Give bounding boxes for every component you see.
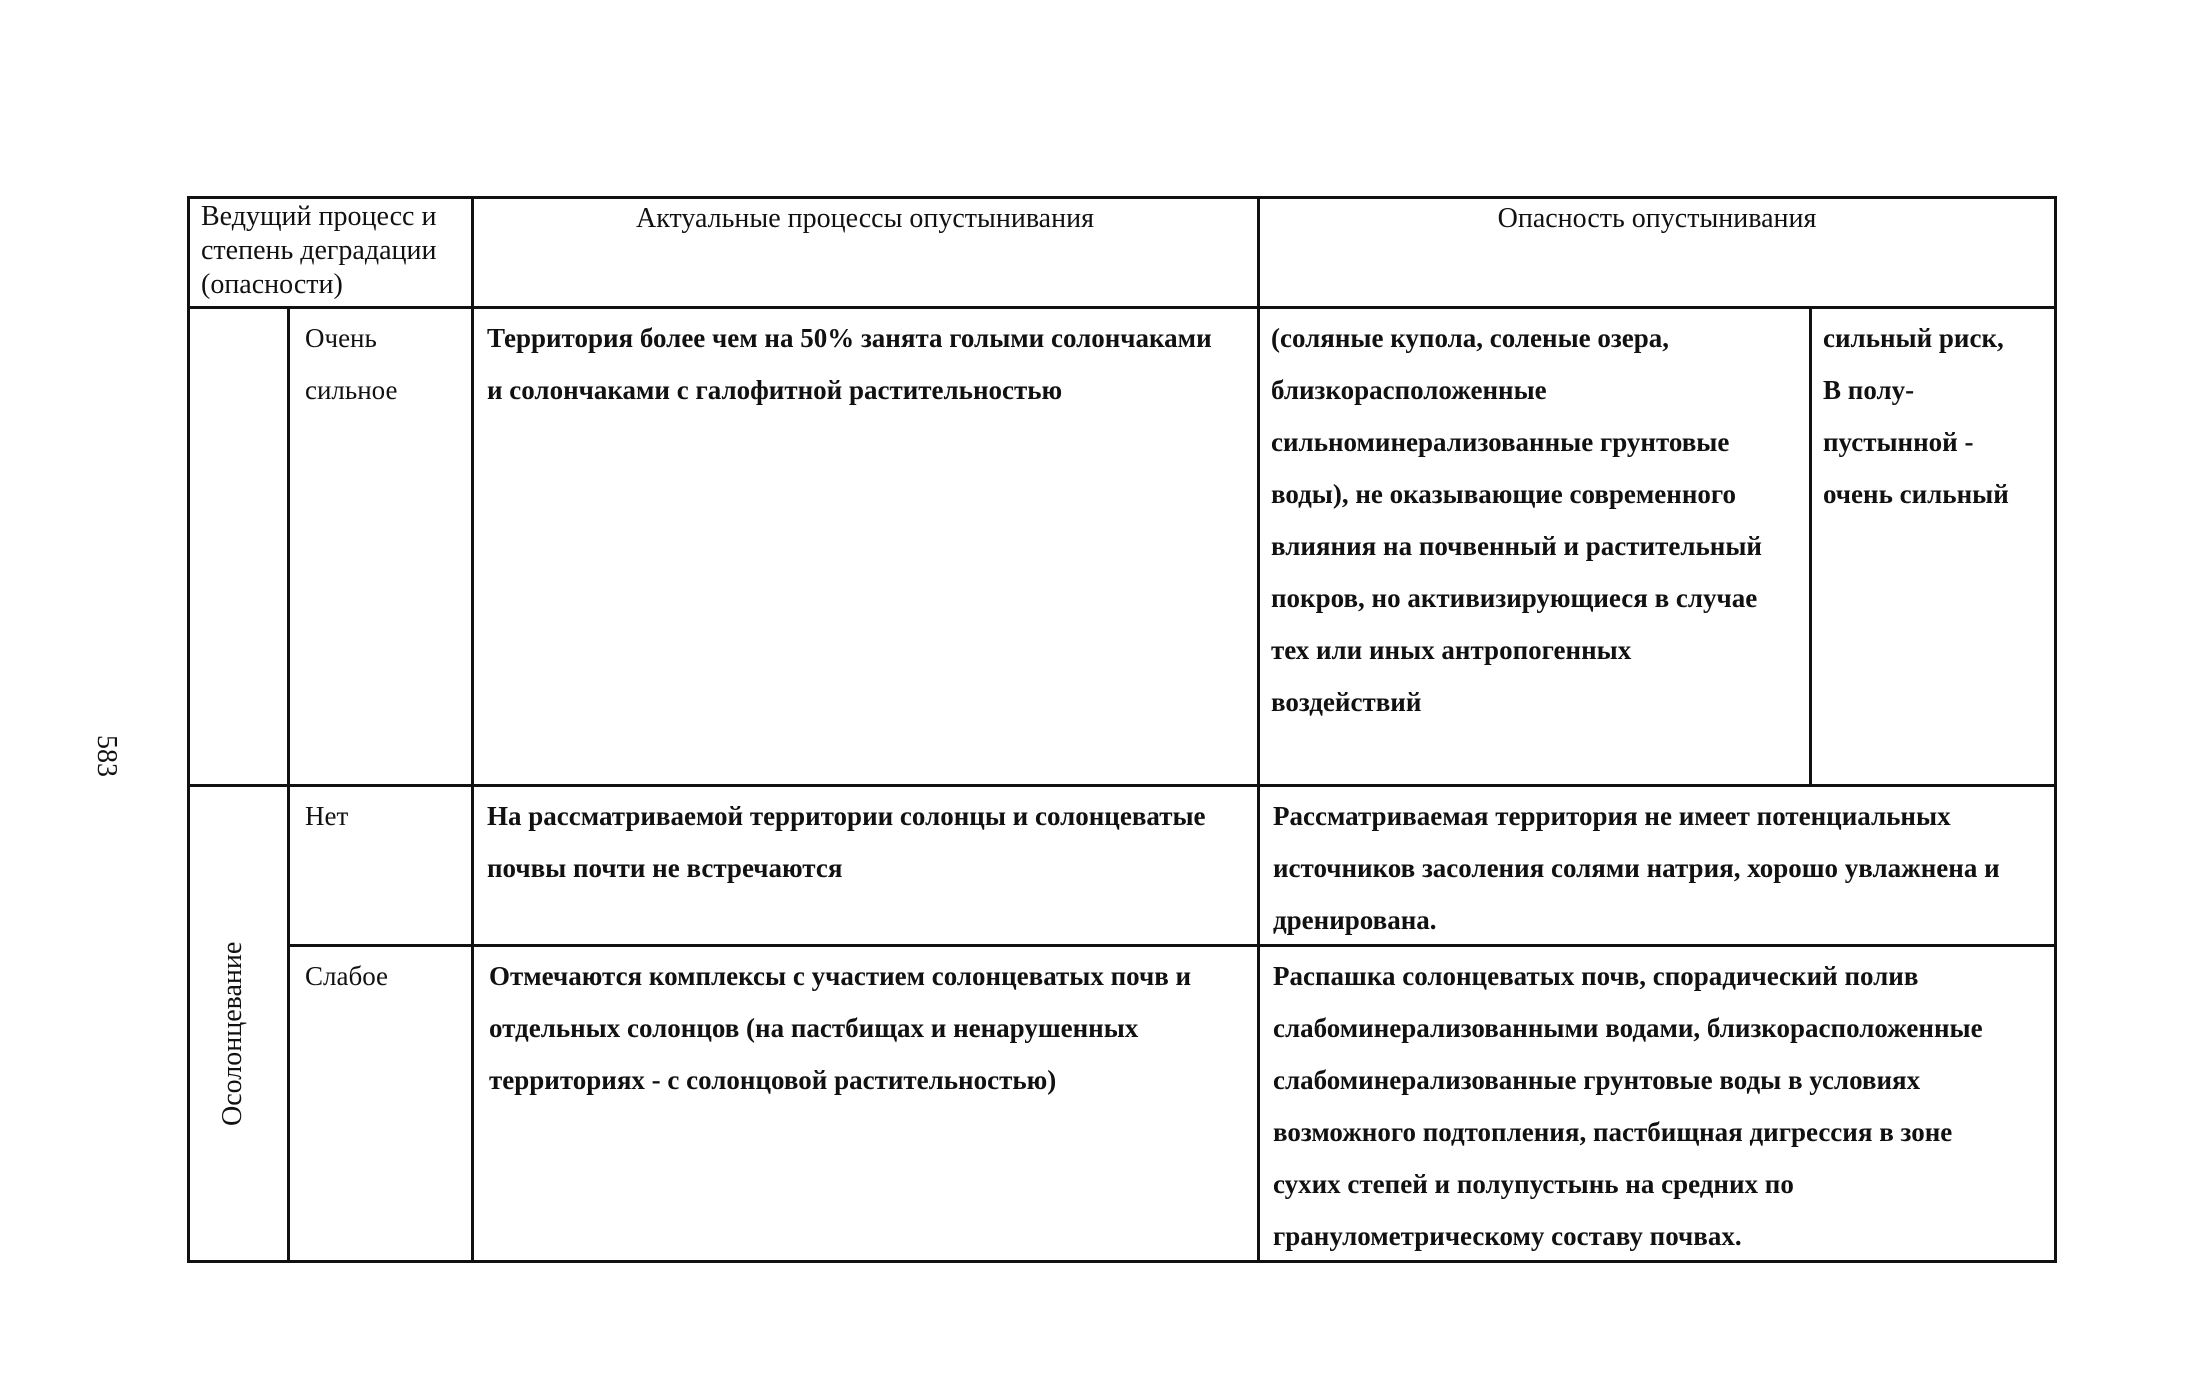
danger-row3 xyxy=(1273,950,2053,1262)
danger-row1 xyxy=(1271,312,1811,728)
text-line: дренирована. xyxy=(1273,905,1437,935)
text-line: территориях - с солонцовой растительностью) xyxy=(489,1065,1057,1095)
degree-none xyxy=(305,790,470,842)
text-line: На рассматриваемой территории солонцы и солонцеватые xyxy=(487,801,1206,831)
processes-row2 xyxy=(487,790,1257,894)
risk-row1 xyxy=(1823,312,2053,520)
text-line: сильное xyxy=(305,375,398,405)
group-label-solonetz: Осолонцевание xyxy=(217,941,248,1126)
text-line: очень сильный xyxy=(1823,479,2009,509)
text-line: Отмечаются комплексы с участием солонцеватых почв и xyxy=(489,961,1192,991)
header-line: Ведущий процесс и xyxy=(201,201,437,232)
text-line: Территория более чем на 50% занята голыми солончаками xyxy=(487,323,1212,353)
desertification-table xyxy=(187,196,2057,1263)
text-line: близкорасположенные xyxy=(1271,375,1547,405)
text-line: сильный риск, xyxy=(1823,323,2004,353)
text-line: слабоминерализованные грунтовые воды в условиях xyxy=(1273,1065,1921,1095)
text-line: воздействий xyxy=(1271,687,1422,717)
header-process-degree xyxy=(201,200,469,302)
degree-weak xyxy=(305,950,470,1002)
header-line: степень деградации xyxy=(201,235,437,266)
danger-row2 xyxy=(1273,790,2053,946)
header-line: (опасности) xyxy=(201,269,343,300)
header-danger: Опасность опустынивания xyxy=(1497,203,1817,234)
text-line: пустынной - xyxy=(1823,427,1974,457)
text-line: Очень xyxy=(305,323,377,353)
text-line: сухих степей и полупустынь на средних по xyxy=(1273,1169,1794,1199)
text-line: В полу- xyxy=(1823,375,1915,405)
text-line: и солончаками с галофитной растительностью xyxy=(487,375,1063,405)
text-line: сильноминерализованные грунтовые xyxy=(1271,427,1730,457)
text-line: Нет xyxy=(305,801,349,831)
text-line: источников засоления солями натрия, хорошо увлажнена и xyxy=(1273,853,2000,883)
processes-row3 xyxy=(489,950,1257,1106)
text-line: почвы почти не встречаются xyxy=(487,853,843,883)
text-line: гранулометрическому составу почвах. xyxy=(1273,1221,1742,1251)
text-line: воды), не оказывающие современного xyxy=(1271,479,1736,509)
text-line: покров, но активизирующиеся в случае xyxy=(1271,583,1758,613)
text-line: возможного подтопления, пастбищная дигрессия в зоне xyxy=(1273,1117,1953,1147)
text-line: тех или иных антропогенных xyxy=(1271,635,1632,665)
text-line: Распашка солонцеватых почв, спорадический полив xyxy=(1273,961,1919,991)
header-actual-processes: Актуальные процессы опустынивания xyxy=(636,203,1094,234)
processes-row1 xyxy=(487,312,1257,416)
text-line: отдельных солонцов (на пастбищах и ненарушенных xyxy=(489,1013,1139,1043)
page-number: 583 xyxy=(91,735,122,777)
text-line: влияния на почвенный и растительный xyxy=(1271,531,1762,561)
text-line: (соляные купола, соленые озера, xyxy=(1271,323,1669,353)
text-line: Рассматриваемая территория не имеет потенциальных xyxy=(1273,801,1951,831)
degree-very-strong xyxy=(305,312,470,416)
text-line: слабоминерализованными водами, близкорасположенные xyxy=(1273,1013,1983,1043)
text-line: Слабое xyxy=(305,961,389,991)
